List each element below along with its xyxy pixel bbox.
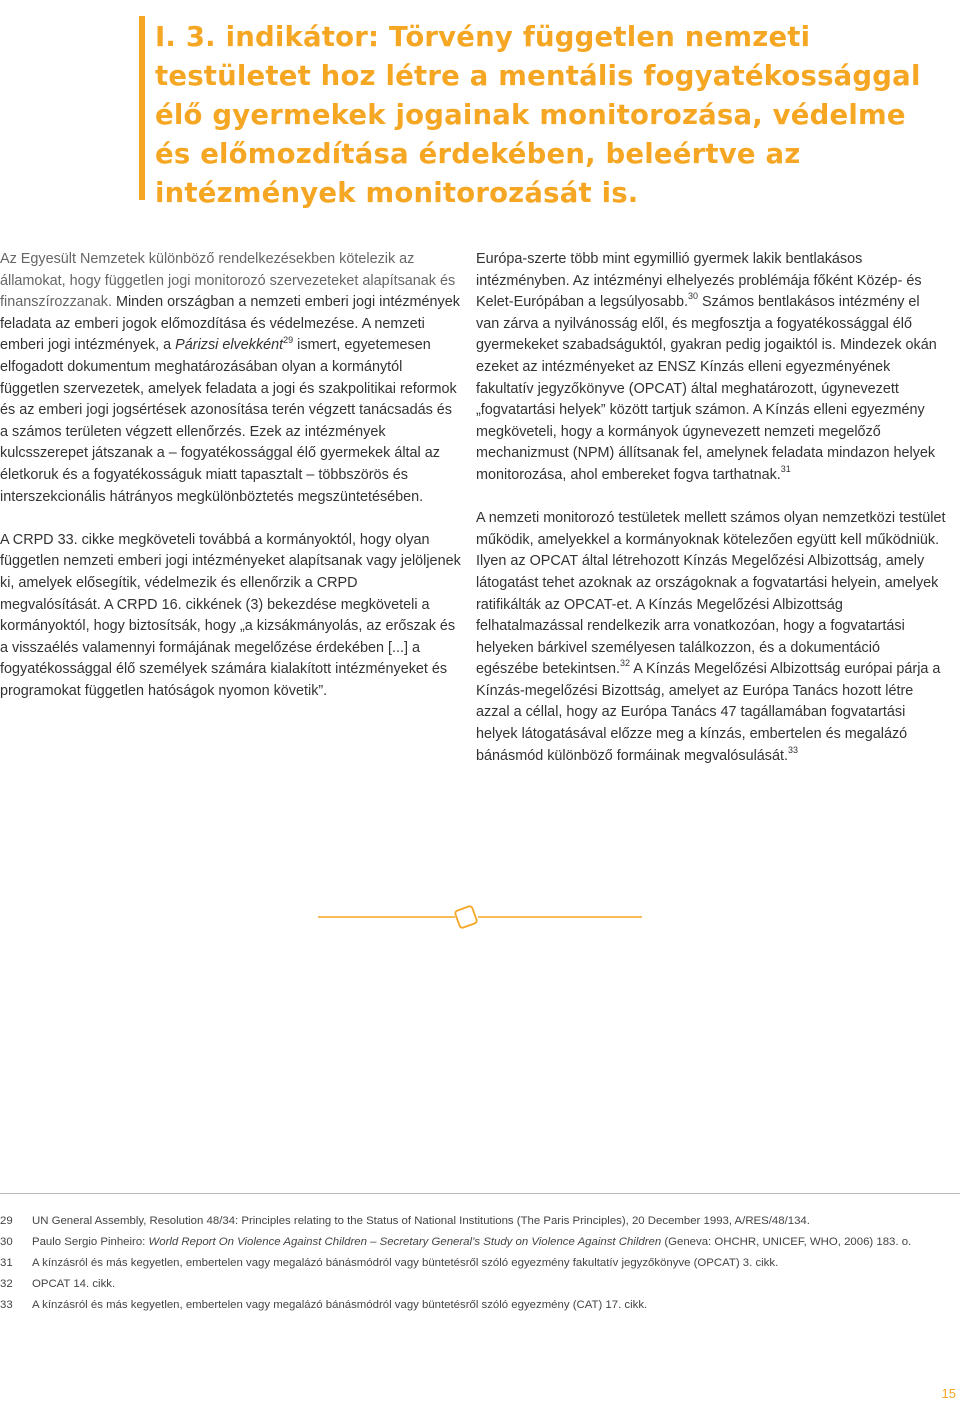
- footnote-ref-32[interactable]: 32: [620, 658, 631, 669]
- title-accent-bar: [139, 16, 145, 200]
- footnote-divider: [0, 1193, 960, 1194]
- footnote-text-b: (Geneva: OHCHR, UNICEF, WHO, 2006) 183. o.: [661, 1236, 912, 1248]
- right-p2-text-a: A nemzeti monitorozó testületek mellett számos olyan nemzetközi testület működik, amelyekkel a kormányoknak kötelezően együtt kell működniük. Ilyen az OPCAT által létrehozott Kínzás Megelőzési Albizottság, amely látogatást tehet azoknak az országoknak a fogvatartási helyein, amelyek ratifikálták az OPCAT-et. A Kínzás Megelőzési Albizottság felhatalmazással rendelkezik arra vonatkozóan, hogy a fogvatartási helyeken bárkivel személyesen találkozzon, és a dokumentáció egészébe betekintsen.: [476, 510, 946, 678]
- footnote-ref-29[interactable]: 29: [283, 334, 294, 345]
- lead-text: Az Egyesült Nemzetek különböző rendelkezésekben kötelezik az államokat, hogy független jogi monitorozó szervezeteket alapítsanak és finanszírozzanak.: [0, 251, 456, 311]
- footnote-number: 30: [0, 1236, 13, 1248]
- footnote-number: 33: [0, 1299, 13, 1311]
- right-p2-text-b: A Kínzás Megelőzési Albizottság európai párja a Kínzás-megelőzési Bizottság, amelyet az Európa Tanács hozott létre azzal a céllal, hogy az Európa Tanács 47 tagállamában fogvatartási helyek látogatásával előzze meg a kínzás, embertelen és megalázó bánásmód különböző formáinak megvalósulását.: [476, 661, 941, 764]
- left-paragraph-1: [0, 249, 462, 508]
- right-paragraph-1: [476, 249, 946, 487]
- footnotes: [0, 1214, 940, 1319]
- right-p1-text-a: Európa-szerte több mint egymillió gyermek lakik bentlakásos intézményben. Az intézményi elhelyezés problémája főként Közép- és Kelet-Európában a legsúlyosabb.: [476, 251, 922, 311]
- footnote-number: 29: [0, 1215, 13, 1227]
- footnote-number: 32: [0, 1278, 13, 1290]
- footnote-30: [0, 1235, 940, 1250]
- footnote-text: UN General Assembly, Resolution 48/34: Principles relating to the Status of National Institutions (The Paris Principles), 20 December 1993, A/RES/48/134.: [32, 1215, 810, 1227]
- left-p1-text-b: ismert, egyetemesen elfogadott dokumentum meghatározásában olyan a kormánytól független szervezetek, amelyek feladata a jogi és szakpolitikai reformok és az emberi jogi jogsértések azonosítása terén végzett tanácsadás és a számos területen végzett ellenőrzés. Ezek az intézmények kulcsszerepet játszanak a – fogyatékossággal élő gyermekek által az életkoruk és a fogyatékosságuk miatt tapasztalt – többszörös és interszekcionális hátrányos megkülönböztetés megszüntetésében.: [0, 337, 457, 505]
- footnote-text: A kínzásról és más kegyetlen, embertelen vagy megalázó bánásmódról vagy büntetésről szóló egyezmény (CAT) 17. cikk.: [32, 1299, 648, 1311]
- footnote-ref-33[interactable]: 33: [787, 744, 798, 755]
- page-number: 15: [941, 1386, 956, 1401]
- footnote-text: OPCAT 14. cikk.: [32, 1278, 116, 1290]
- footnote-32: [0, 1277, 940, 1292]
- left-paragraph-2: A CRPD 33. cikke megköveteli továbbá a kormányoktól, hogy olyan független nemzeti emberi jogi intézményeket alapítsanak vagy jelöljenek ki, amelyek elősegítik, védelmezik és ellenőrzik a CRPD megvalósítását. A CRPD 16. cikkének (3) bekezdése megköveteli a kormányoktól, hogy biztosítsák, hogy „a kizsákmányolás, az erőszak és a visszaélés valamennyi formájának megelőzése érdekében [...] a fogyatékossággal élő személyek számára kialakított intézményeket és programokat független hatóságok nyomon követik”.: [0, 531, 461, 699]
- footnote-number: 31: [0, 1257, 13, 1269]
- footnote-29: [0, 1214, 940, 1229]
- paris-principles-italic: Párizsi elvekként: [175, 337, 284, 354]
- footnote-ref-31[interactable]: 31: [780, 464, 791, 475]
- footnote-31: [0, 1256, 940, 1271]
- right-p1-text-b: Számos bentlakásos intézmény el van zárva a nyilvánosság elől, és megfosztja a fogyatékossággal élő gyermekeket szabadságuktól, gyakran pedig jogaiktól is. Mindezek okán ezeket az intézményeket az ENSZ Kínzás elleni egyezményének fakultatív jegyzőkönyve (OPCAT) által meghatározott, úgynevezett „fogvatartási helyek” között tartjuk számon. A Kínzás elleni egyezmény megköveteli, hogy a kormányok úgynevezett nemzeti megelőző mechanizmust (NPM) állítsanak fel, amelynek feladata mindazon helyek monitorozása, ahol embereket fogva tarthatnak.: [476, 294, 937, 483]
- footnote-text-a: Paulo Sergio Pinheiro:: [32, 1236, 149, 1248]
- right-column: [476, 249, 946, 767]
- footnote-italic-title: World Report On Violence Against Children – Secretary General’s Study on Violence Against Children: [148, 1236, 662, 1248]
- left-column: [0, 249, 462, 702]
- left-p1-text-a: Minden országban a nemzeti emberi jogi intézmények feladata az emberi jogok előmozdítása és védelmezése. A nemzeti emberi jogi intézmények, a: [0, 294, 460, 354]
- footnote-text: A kínzásról és más kegyetlen, embertelen vagy megalázó bánásmódról vagy büntetésről szóló egyezmény fakultatív jegyzőkönyve (OPCAT) 3. cikk.: [32, 1257, 779, 1269]
- diamond-divider-icon: [318, 902, 642, 934]
- page-title: I. 3. indikátor: Törvény független nemzeti testületet hoz létre a mentális fogyatékossággal élő gyermekek jogainak monitorozása, védelme és előmozdítása érdekében, beleértve az intézmények monitorozását is.: [155, 21, 921, 209]
- footnote-33: [0, 1298, 940, 1313]
- right-paragraph-2: [476, 508, 946, 767]
- footnote-ref-30[interactable]: 30: [688, 291, 699, 302]
